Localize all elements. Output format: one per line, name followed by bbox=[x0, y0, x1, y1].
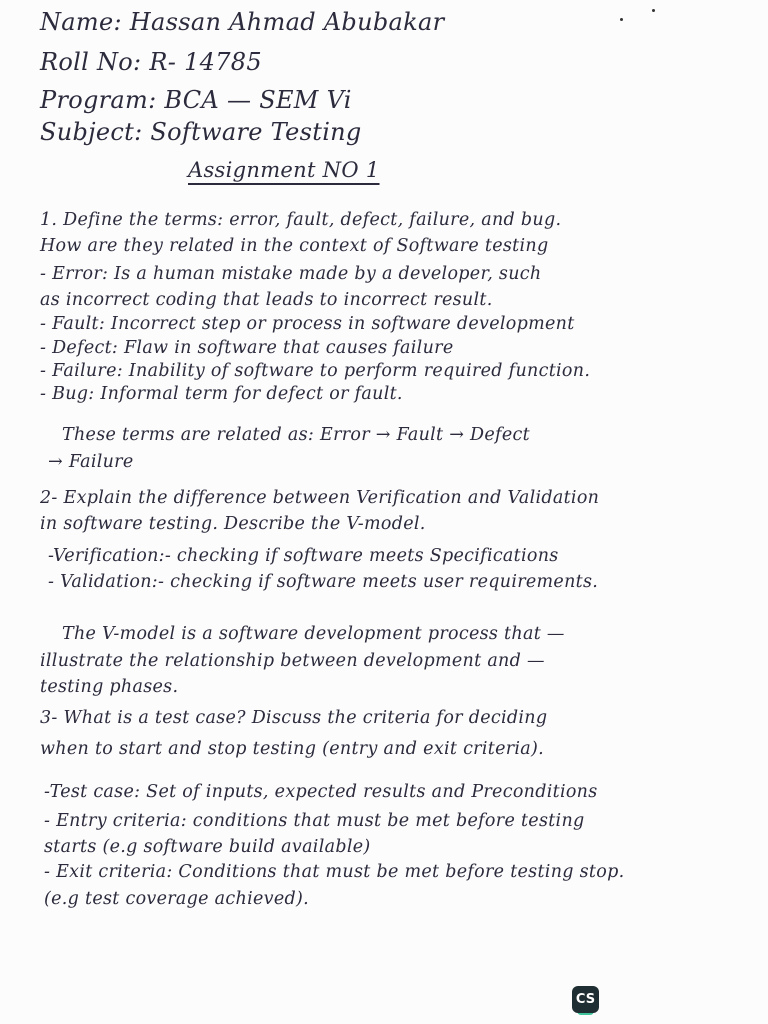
q1-answer-line: as incorrect coding that leads to incorrect result. bbox=[40, 290, 493, 310]
camscanner-logo: CS bbox=[572, 986, 599, 1013]
q3-answer-line: - Exit criteria: Conditions that must be met before testing stop. bbox=[44, 862, 625, 882]
q2-vmodel-line: illustrate the relationship between development and — bbox=[40, 651, 545, 671]
assignment-title: Assignment NO 1 bbox=[188, 158, 380, 182]
pen-mark bbox=[652, 9, 655, 12]
subject: Subject: Software Testing bbox=[40, 118, 362, 146]
q1-relation-line: These terms are related as: Error → Fault → Defect bbox=[62, 425, 530, 445]
q3-answer-line: (e.g test coverage achieved). bbox=[44, 889, 309, 909]
student-name: Name: Hassan Ahmad Abubakar bbox=[40, 8, 445, 36]
q2-answer-line: -Verification:- checking if software meets Specifications bbox=[48, 546, 559, 566]
q2-vmodel-line: The V-model is a software development process that — bbox=[62, 624, 565, 644]
q1-relation-line: → Failure bbox=[48, 452, 134, 472]
q2-vmodel-line: testing phases. bbox=[40, 677, 179, 697]
pen-mark bbox=[620, 18, 623, 21]
q3-question-line: 3- What is a test case? Discuss the criteria for deciding bbox=[40, 708, 548, 728]
q1-question-line: 1. Define the terms: error, fault, defect, failure, and bug. bbox=[40, 210, 562, 230]
q3-answer-line: -Test case: Set of inputs, expected results and Preconditions bbox=[44, 782, 598, 802]
q1-answer-line: - Bug: Informal term for defect or fault. bbox=[40, 384, 403, 404]
q2-answer-line: - Validation:- checking if software meets user requirements. bbox=[48, 572, 599, 592]
q2-question-line: 2- Explain the difference between Verification and Validation bbox=[40, 488, 600, 508]
q1-answer-line: - Error: Is a human mistake made by a developer, such bbox=[40, 264, 542, 284]
q1-answer-line: - Fault: Incorrect step or process in software development bbox=[40, 314, 575, 334]
q3-answer-line: - Entry criteria: conditions that must be met before testing bbox=[44, 811, 585, 831]
q3-question-line: when to start and stop testing (entry and exit criteria). bbox=[40, 739, 545, 759]
program: Program: BCA — SEM Vi bbox=[40, 86, 352, 114]
q1-answer-line: - Failure: Inability of software to perform required function. bbox=[40, 361, 591, 381]
roll-number: Roll No: R- 14785 bbox=[40, 48, 262, 76]
q1-question-line: How are they related in the context of Software testing bbox=[40, 236, 549, 256]
q3-answer-line: starts (e.g software build available) bbox=[44, 837, 371, 857]
q1-answer-line: - Defect: Flaw in software that causes failure bbox=[40, 338, 454, 358]
q2-question-line: in software testing. Describe the V-model. bbox=[40, 514, 426, 534]
